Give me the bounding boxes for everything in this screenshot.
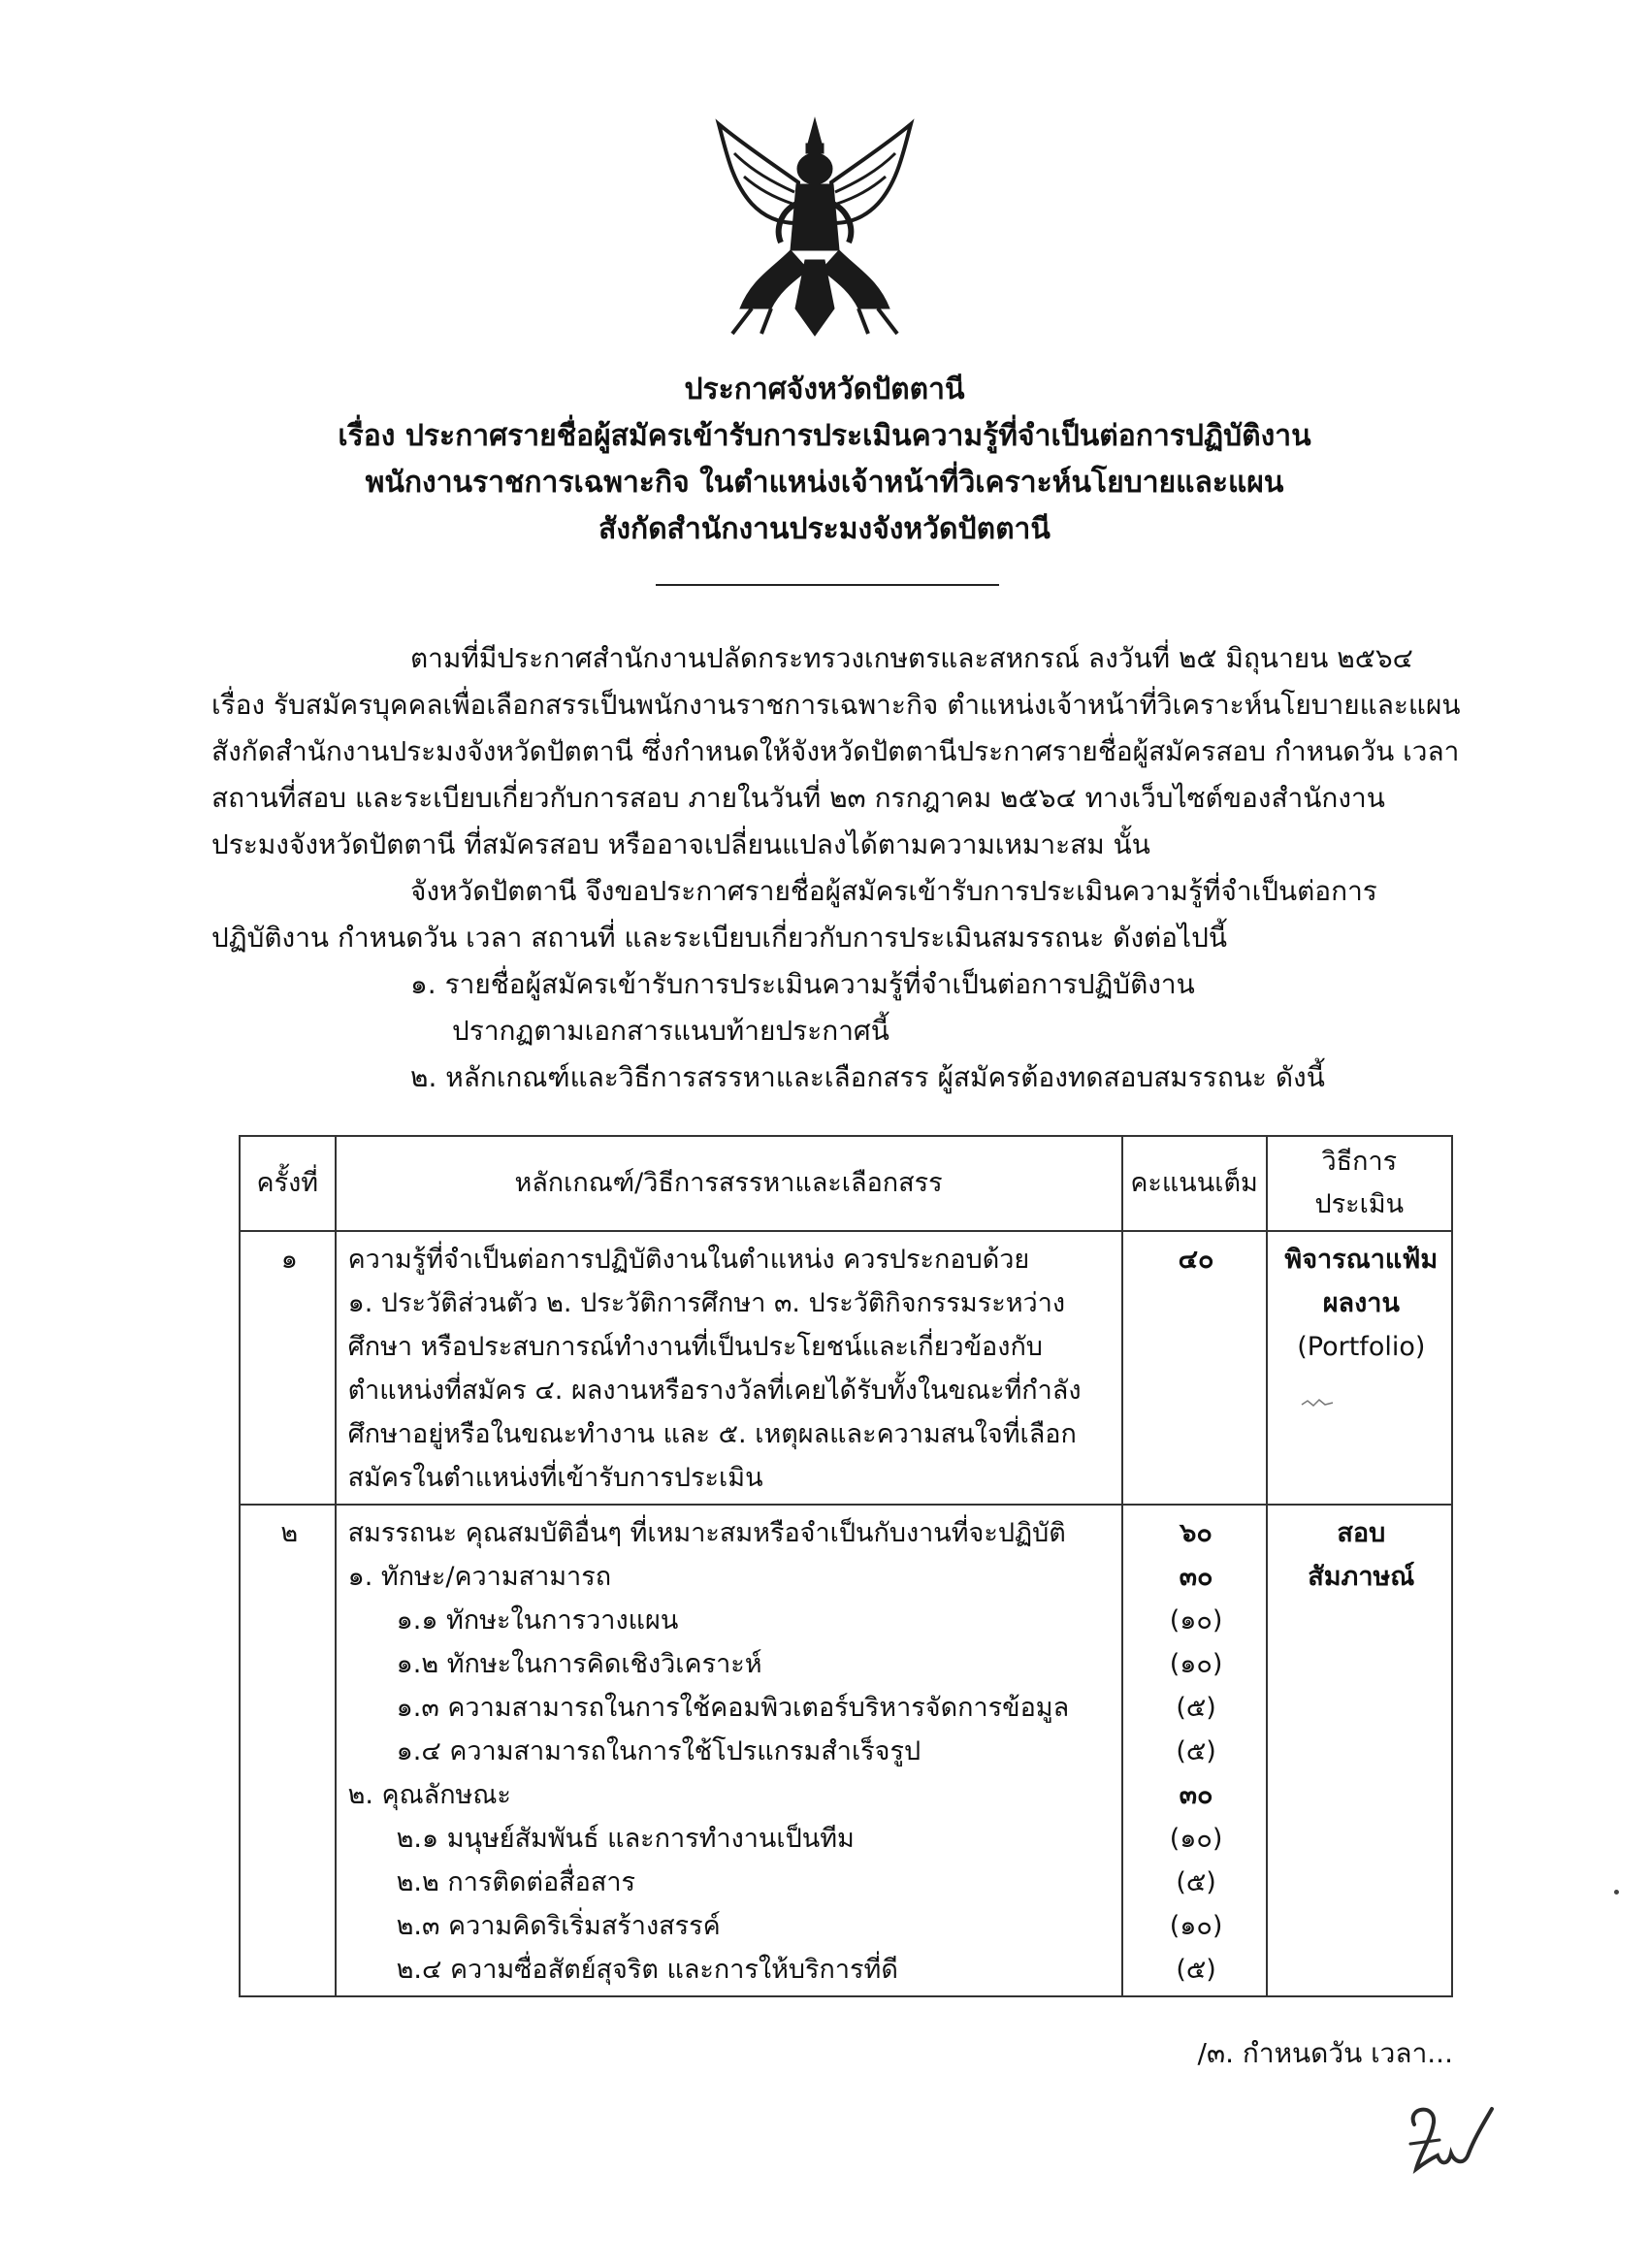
- row-score: [1122, 1505, 1267, 1996]
- paragraph-line: เรื่อง รับสมัครบุคคลเพื่อเลือกสรรเป็นพนักงานราชการเฉพาะกิจ ตำแหน่งเจ้าหน้าที่วิเคราะห์นโยบายและแผน: [211, 689, 1461, 721]
- method-line: สอบ: [1337, 1518, 1386, 1548]
- title-line: พนักงานราชการเฉพาะกิจ ในตำแหน่งเจ้าหน้าที่วิเคราะห์นโยบายและแผน: [365, 466, 1284, 500]
- score-value: (๕): [1176, 1955, 1216, 1985]
- paragraph-line: สถานที่สอบ และระเบียบเกี่ยวกับการสอบ ภายในวันที่ ๒๓ กรกฎาคม ๒๕๖๔ ทางเว็บไซต์ของสำนักงาน: [211, 782, 1385, 814]
- criteria-line: ๒. คุณลักษณะ: [347, 1780, 511, 1810]
- header-criteria: หลักเกณฑ์/วิธีการสรรหาและเลือกสรร: [336, 1136, 1122, 1231]
- criteria-line: ความรู้ที่จำเป็นต่อการปฏิบัติงานในตำแหน่ง ควรประกอบด้วย: [347, 1245, 1030, 1275]
- paragraph-line: สังกัดสำนักงานประมงจังหวัดปัตตานี ซึ่งกำหนดให้จังหวัดปัตตานีประกาศรายชื่อผู้สมัครสอบ กำหนดวัน เวลา: [211, 735, 1460, 767]
- row-no-text: ๑: [280, 1245, 298, 1275]
- method-line: พิจารณาแฟ้ม: [1284, 1245, 1439, 1275]
- score-value: (๑๐): [1169, 1824, 1223, 1854]
- row-no: [240, 1231, 336, 1505]
- list-item: ๑. รายชื่อผู้สมัครเข้ารับการประเมินความรู้ที่จำเป็นต่อการปฏิบัติงาน: [410, 968, 1195, 1000]
- garuda-emblem-icon: [713, 114, 917, 338]
- table-header-row: [240, 1136, 1452, 1231]
- score-value: ๔๐: [1178, 1245, 1214, 1275]
- header-method-line: วิธีการ: [1321, 1147, 1398, 1177]
- criteria-line: ๒.๑ มนุษย์สัมพันธ์ และการทำงานเป็นทีม: [396, 1824, 855, 1854]
- handwritten-initial-icon: [1397, 2095, 1504, 2183]
- criteria-line: ๒.๔ ความซื่อสัตย์สุจริต และการให้บริการที่ดี: [396, 1955, 898, 1985]
- criteria-table: [239, 1135, 1453, 1997]
- criteria-line: ๑. ประวัติส่วนตัว ๒. ประวัติการศึกษา ๓. ประวัติกิจกรรมระหว่าง: [347, 1288, 1066, 1318]
- list-item: ๒. หลักเกณฑ์และวิธีการสรรหาและเลือกสรร ผู้สมัครต้องทดสอบสมรรถนะ ดังนี้: [410, 1061, 1325, 1093]
- header-score: คะแนนเต็ม: [1122, 1136, 1267, 1231]
- criteria-line: ๑.๔ ความสามารถในการใช้โปรแกรมสำเร็จรูป: [396, 1736, 922, 1766]
- row-criteria: [336, 1505, 1122, 1996]
- score-value: (๑๐): [1169, 1605, 1223, 1636]
- continued-note: /๓. กำหนดวัน เวลา...: [1197, 2037, 1453, 2069]
- paragraph-line: ปฏิบัติงาน กำหนดวัน เวลา สถานที่ และระเบียบเกี่ยวกับการประเมินสมรรถนะ ดังต่อไปนี้: [211, 922, 1227, 954]
- criteria-line: ๑.๓ ความสามารถในการใช้คอมพิวเตอร์บริหารจัดการข้อมูล: [396, 1693, 1070, 1723]
- paragraph-line: จังหวัดปัตตานี จึงขอประกาศรายชื่อผู้สมัครเข้ารับการประเมินความรู้ที่จำเป็นต่อการ: [410, 875, 1377, 907]
- score-value: ๓๐: [1179, 1562, 1213, 1592]
- header-no: ครั้งที่: [240, 1136, 336, 1231]
- score-value: (๑๐): [1169, 1911, 1223, 1941]
- paragraph-line: ตามที่มีประกาศสำนักงานปลัดกระทรวงเกษตรและสหกรณ์ ลงวันที่ ๒๕ มิถุนายน ๒๕๖๔: [410, 642, 1413, 674]
- score-value: ๖๐: [1180, 1518, 1212, 1548]
- table-row: [240, 1231, 1452, 1505]
- table-row: [240, 1505, 1452, 1996]
- title-divider: [656, 584, 999, 586]
- list-item-continuation: ปรากฏตามเอกสารแนบท้ายประกาศนี้: [452, 1015, 889, 1047]
- score-value: (๕): [1176, 1693, 1216, 1723]
- title-line: สังกัดสำนักงานประมงจังหวัดปัตตานี: [598, 512, 1051, 546]
- method-line: สัมภาษณ์: [1308, 1562, 1415, 1592]
- criteria-line: ๑.๒ ทักษะในการคิดเชิงวิเคราะห์: [396, 1649, 762, 1679]
- title-line: เรื่อง ประกาศรายชื่อผู้สมัครเข้ารับการประเมินความรู้ที่จำเป็นต่อการปฏิบัติงาน: [338, 419, 1311, 453]
- scan-smudge: [1300, 1397, 1335, 1410]
- criteria-line: สมรรถนะ คุณสมบัติอื่นๆ ที่เหมาะสมหรือจำเป็นกับงานที่จะปฏิบัติ: [347, 1518, 1066, 1548]
- scan-speck: [1614, 1890, 1619, 1895]
- paragraph-line: ประมงจังหวัดปัตตานี ที่สมัครสอบ หรืออาจเปลี่ยนแปลงได้ตามความเหมาะสม นั้น: [211, 828, 1150, 860]
- method-line: (Portfolio): [1297, 1332, 1426, 1362]
- header-method-line: ประเมิน: [1314, 1189, 1405, 1219]
- score-value: (๑๐): [1169, 1649, 1223, 1679]
- criteria-line: สมัครในตำแหน่งที่เข้ารับการประเมิน: [347, 1463, 763, 1493]
- criteria-line: ศึกษาอยู่หรือในขณะทำงาน และ ๕. เหตุผลและความสนใจที่เลือก: [347, 1419, 1077, 1449]
- score-value: ๓๐: [1179, 1780, 1213, 1810]
- row-no: [240, 1505, 336, 1996]
- criteria-line: ๒.๒ การติดต่อสื่อสาร: [396, 1867, 636, 1897]
- row-score: [1122, 1231, 1267, 1505]
- row-criteria: [336, 1231, 1122, 1505]
- header-method: [1267, 1136, 1452, 1231]
- title-line: ประกาศจังหวัดปัตตานี: [684, 373, 965, 406]
- score-value: (๕): [1176, 1867, 1216, 1897]
- row-no-text: ๒: [280, 1518, 299, 1548]
- row-method: [1267, 1505, 1452, 1996]
- criteria-line: ศึกษา หรือประสบการณ์ทำงานที่เป็นประโยชน์และเกี่ยวข้องกับ: [347, 1332, 1043, 1362]
- criteria-line: ตำแหน่งที่สมัคร ๔. ผลงานหรือรางวัลที่เคยได้รับทั้งในขณะที่กำลัง: [347, 1376, 1082, 1406]
- row-method: [1267, 1231, 1452, 1505]
- method-line: ผลงาน: [1322, 1288, 1400, 1318]
- criteria-line: ๑. ทักษะ/ความสามารถ: [347, 1562, 612, 1592]
- criteria-line: ๒.๓ ความคิดริเริ่มสร้างสรรค์: [396, 1911, 721, 1941]
- announcement-title: [0, 367, 1649, 553]
- score-value: (๕): [1176, 1736, 1216, 1766]
- announcement-body: [211, 635, 1461, 1101]
- criteria-line: ๑.๑ ทักษะในการวางแผน: [396, 1605, 679, 1636]
